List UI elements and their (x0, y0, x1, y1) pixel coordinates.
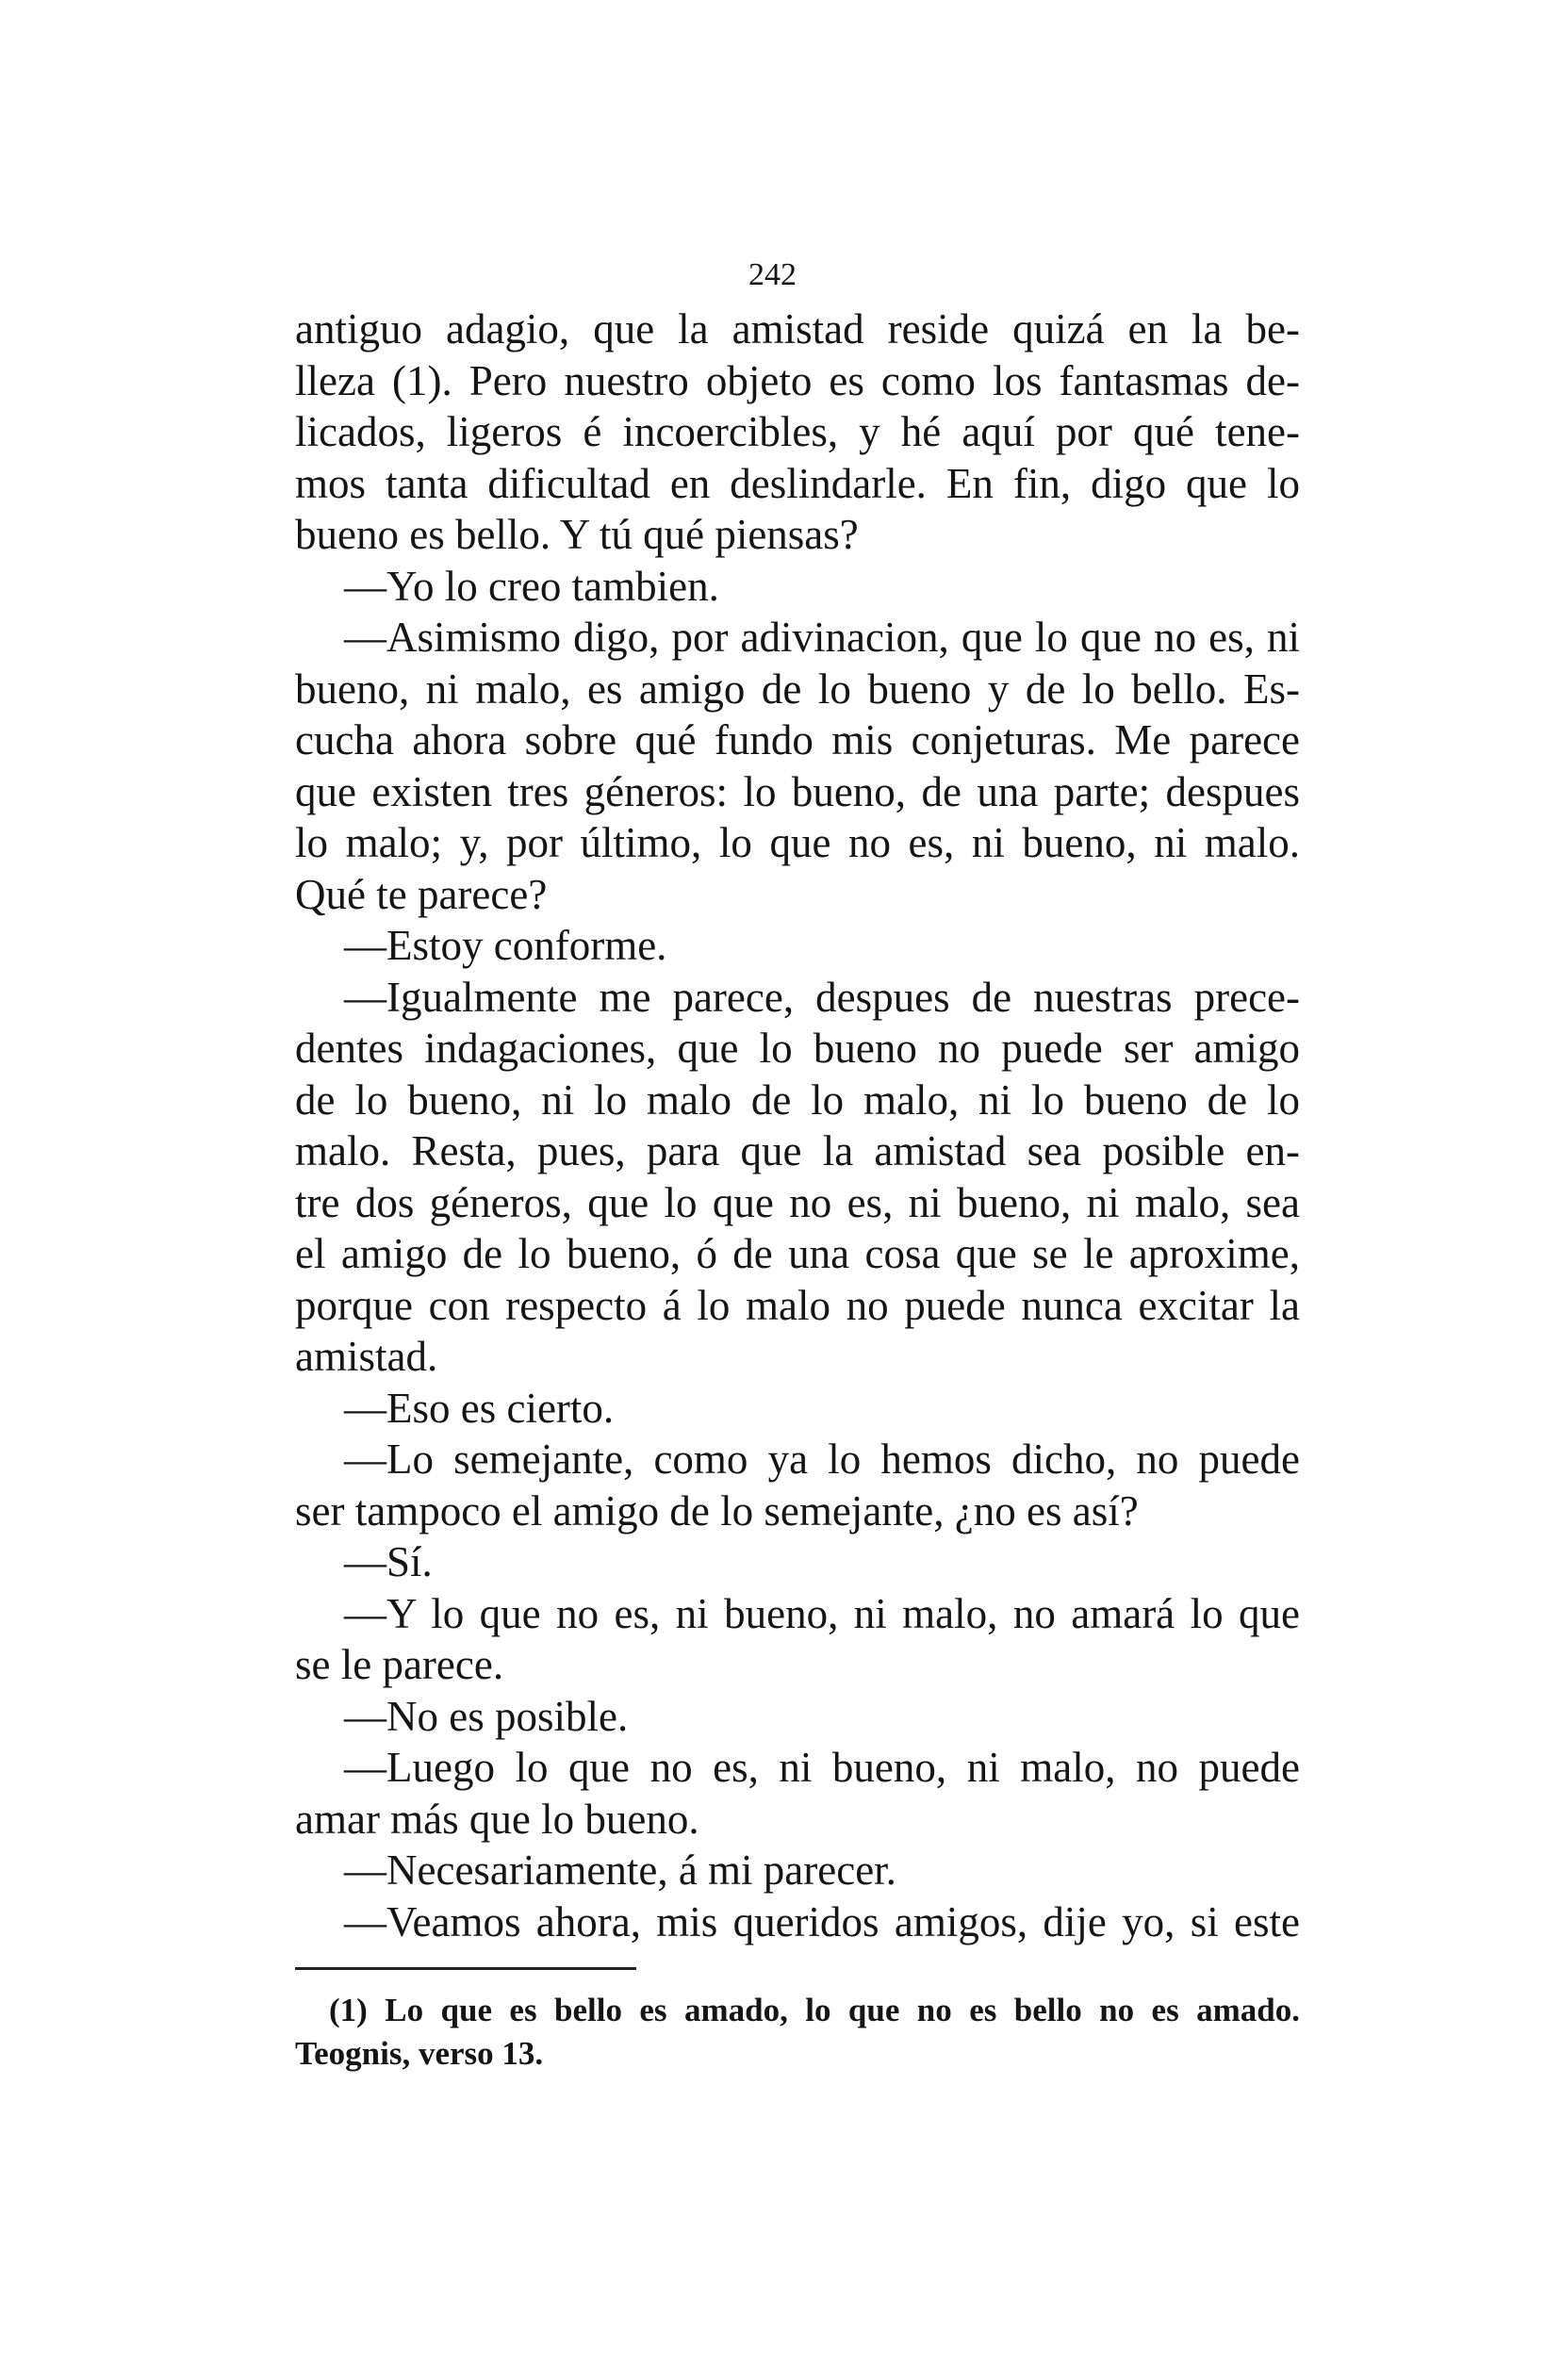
text-line: dentes indagaciones, que lo bueno no puede ser amigo (295, 1025, 1300, 1072)
footnote-line: Teognis, verso 13. (295, 2035, 544, 2072)
text-line: bueno es bello. Y tú qué piensas? (295, 511, 859, 558)
text-line: —Luego lo que no es, ni bueno, ni malo, no puede (344, 1744, 1300, 1791)
footnote (295, 1989, 1300, 2076)
text-line: bueno, ni malo, es amigo de lo bueno y de lo bello. Es- (295, 665, 1300, 713)
text-line: cucha ahora sobre qué fundo mis conjeturas. Me parece (295, 716, 1300, 763)
text-line: mos tanta dificultad en deslindarle. En fin, digo que lo (295, 459, 1300, 507)
text-line: amistad. (295, 1333, 438, 1380)
text-line: —Igualmente me parece, despues de nuestras prece- (344, 973, 1300, 1021)
text-line: —Veamos ahora, mis queridos amigos, dije yo, si este (344, 1897, 1300, 1945)
text-line: —Sí. (344, 1538, 433, 1585)
text-line: lo malo; y, por último, lo que no es, ni bueno, ni malo. (295, 819, 1300, 866)
text-line: se le parece. (295, 1641, 504, 1688)
footnote-rule (295, 1967, 636, 1970)
text-line: de lo bueno, ni lo malo de lo malo, ni lo bueno de lo (295, 1075, 1300, 1124)
text-line: —Lo semejante, como ya lo hemos dicho, no puede (344, 1436, 1300, 1483)
text-line: —Yo lo creo tambien. (344, 562, 719, 610)
text-line: tre dos géneros, que lo que no es, ni bueno, ni malo, sea (295, 1178, 1300, 1226)
text-line: —No es posible. (344, 1692, 629, 1740)
text-line: —Estoy conforme. (344, 922, 667, 969)
text-line: Qué te parece? (295, 870, 548, 918)
text-line: licados, ligeros é incoercibles, y hé aquí por qué tene- (295, 408, 1300, 455)
text-line: —Asimismo digo, por adivinacion, que lo que no es, ni (344, 614, 1300, 661)
text-line: porque con respecto á lo malo no puede nunca excitar la (295, 1281, 1300, 1329)
text-line: —Y lo que no es, ni bueno, ni malo, no amará lo que (344, 1589, 1300, 1637)
text-line: ser tampoco el amigo de lo semejante, ¿no es así? (295, 1486, 1139, 1535)
footnote-line: (1) Lo que es bello es amado, lo que no es bello no es amado. (329, 1992, 1300, 2028)
text-line: malo. Resta, pues, para que la amistad sea posible en- (295, 1127, 1300, 1174)
text-line: amar más que lo bueno. (295, 1795, 699, 1843)
text-line: que existen tres géneros: lo bueno, de una parte; despues (295, 767, 1300, 815)
text-line: —Necesariamente, á mi parecer. (344, 1847, 896, 1894)
text-line: antiguo adagio, que la amistad reside quizá en la be- (295, 305, 1300, 353)
body-text (295, 304, 1300, 1947)
text-line: lleza (1). Pero nuestro objeto es como los fantasmas de- (295, 356, 1300, 404)
text-line: —Eso es cierto. (344, 1384, 615, 1432)
text-line: el amigo de lo bueno, ó de una cosa que se le aproxime, (295, 1230, 1300, 1277)
page-number: 242 (748, 257, 797, 292)
